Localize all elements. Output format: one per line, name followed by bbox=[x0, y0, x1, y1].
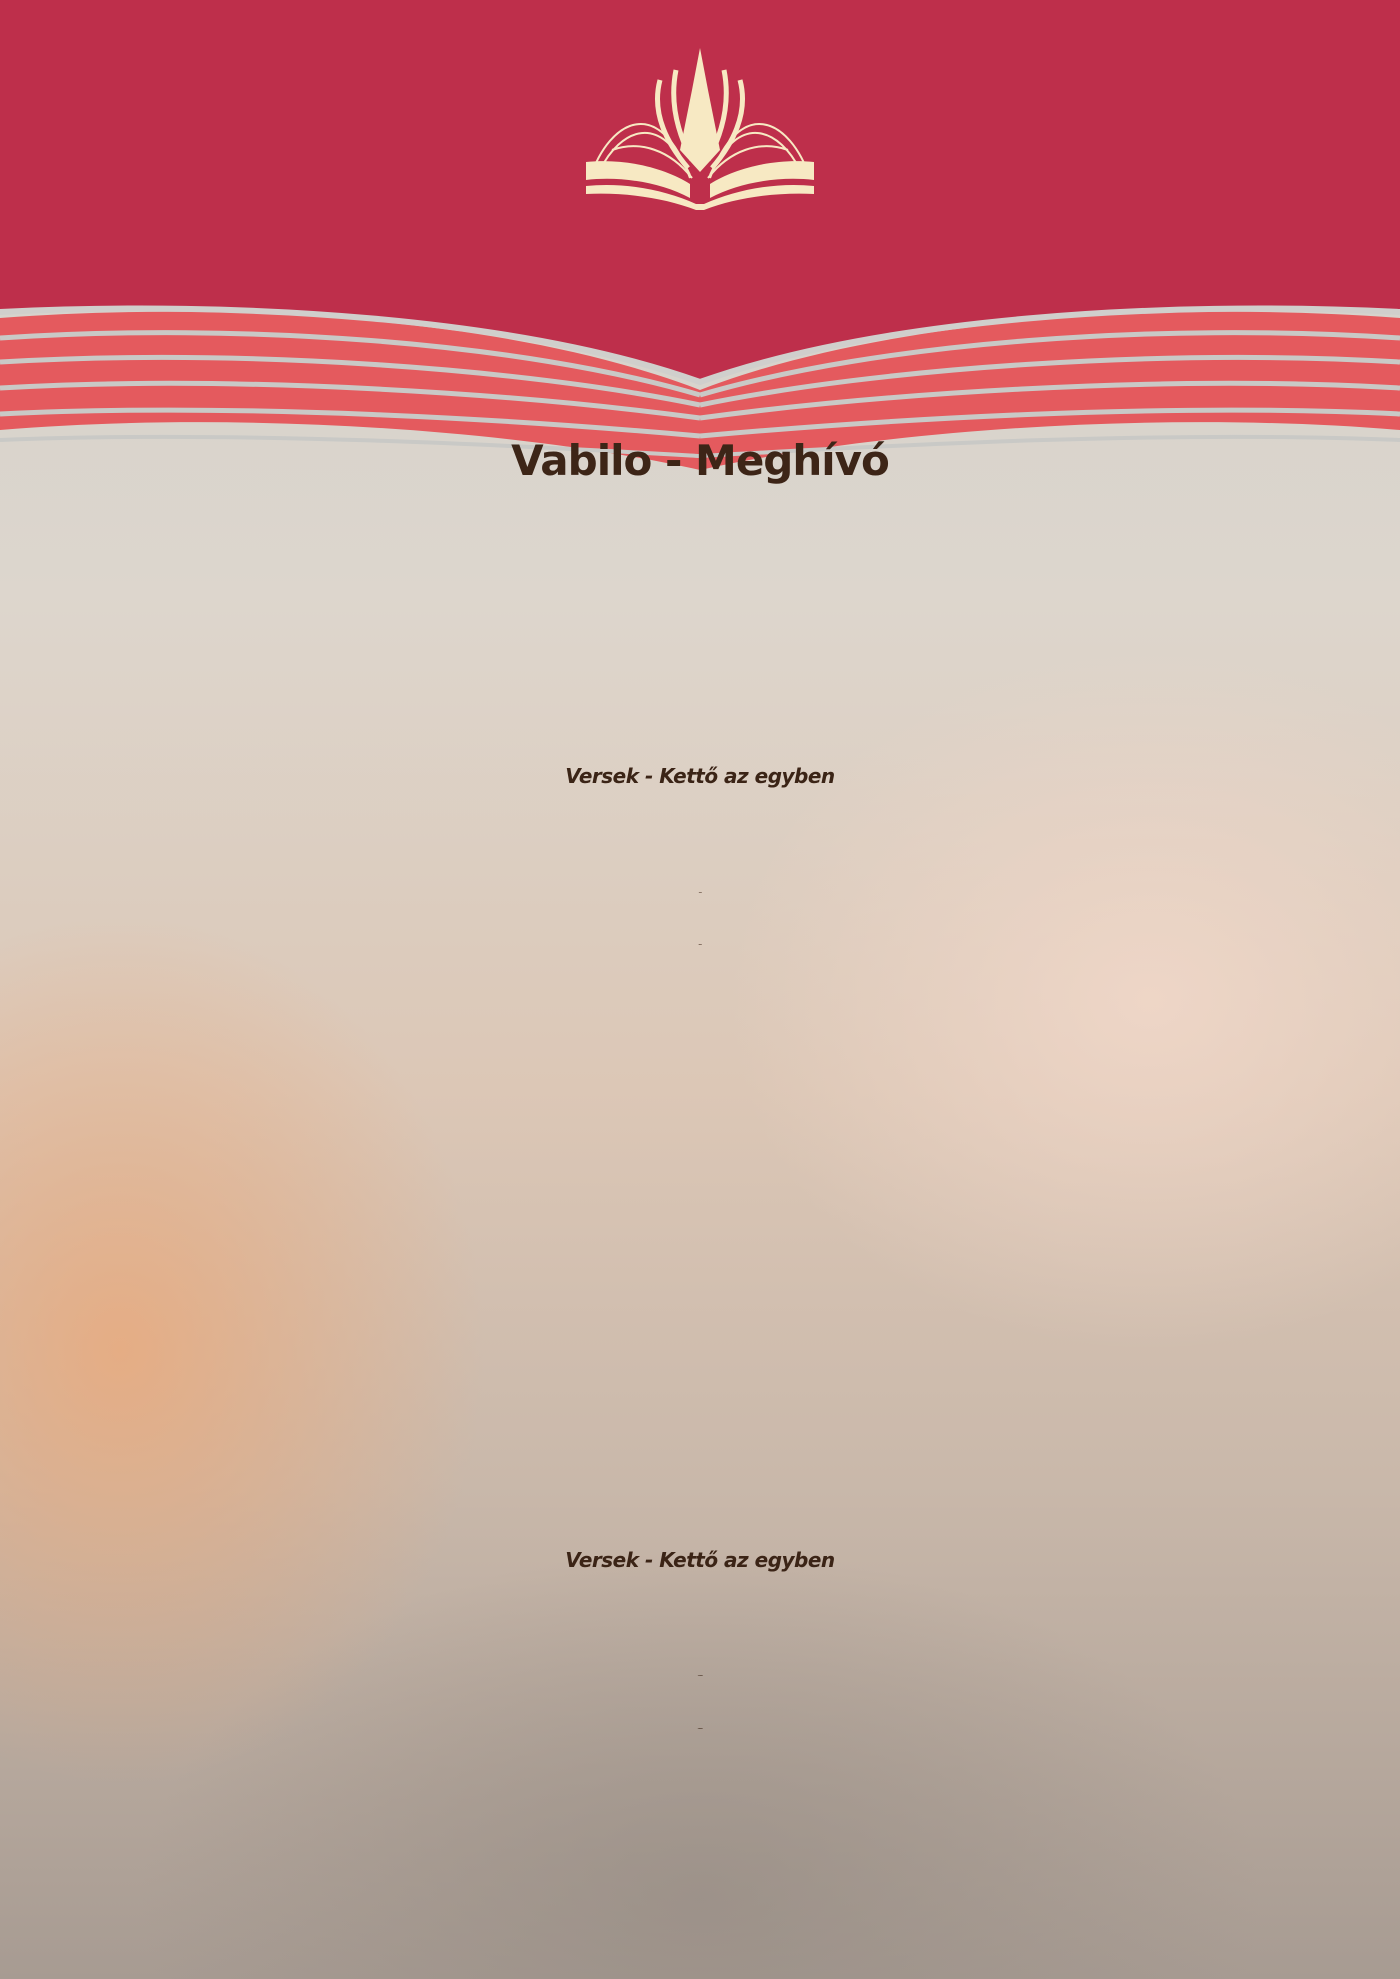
hungarian-venue: Lendván a Kulturális Központ színháztermében. bbox=[697, 1729, 703, 1730]
slovene-book-title: Versek - Kettő az egyben bbox=[565, 764, 835, 788]
slovene-venue: v Gledališki in koncertni dvorani Lendava. bbox=[698, 945, 702, 946]
slovene-date: ki bo v sredo, 10. maja 2023, ob 17. uri bbox=[698, 893, 702, 894]
page-title: Vabilo - Meghívó bbox=[511, 436, 889, 485]
header-banner bbox=[0, 0, 1400, 500]
hungarian-book-title: Versek - Kettő az egyben bbox=[565, 1548, 835, 1572]
hungarian-date: amely 2023. május 10-én, szerdán 17.00 órakor lesz bbox=[697, 1676, 703, 1677]
